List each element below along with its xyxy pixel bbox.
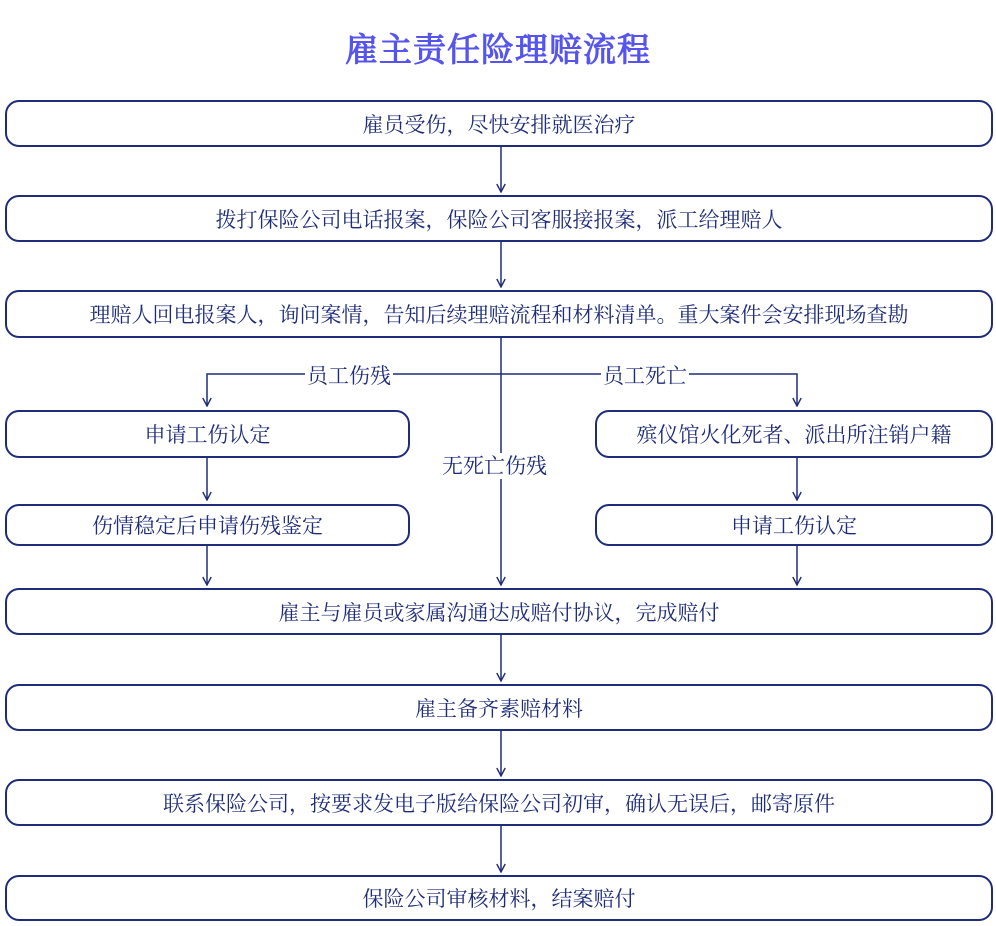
edge-label-death: 员工死亡: [603, 364, 687, 388]
step-compensation-agreement: 雇主与雇员或家属沟通达成赔付协议，完成赔付: [5, 588, 993, 635]
edge-label-no-death-disability: 无死亡伤残: [442, 454, 547, 478]
step-contact-insurer: 联系保险公司，按要求发电子版给保险公司初审，确认无误后，邮寄原件: [5, 779, 993, 826]
step-settlement: 保险公司审核材料，结案赔付: [5, 875, 993, 921]
edge-label-disabled: 员工伤残: [307, 364, 391, 388]
step-report-claim: 拨打保险公司电话报案，保险公司客服接报案，派工给理赔人: [5, 195, 993, 242]
step-employee-injured: 雇员受伤，尽快安排就医治疗: [5, 100, 993, 147]
step-apply-injury-recognition: 申请工伤认定: [5, 410, 410, 458]
step-apply-injury-recognition-death: 申请工伤认定: [595, 504, 993, 546]
step-adjuster-callback: 理赔人回电报案人，询问案情，告知后续理赔流程和材料清单。重大案件会安排现场查勘: [5, 290, 993, 338]
step-apply-disability-appraisal: 伤情稳定后申请伤残鉴定: [5, 504, 410, 546]
page-title: 雇主责任险理赔流程: [345, 30, 651, 69]
step-prepare-materials: 雇主备齐素赔材料: [5, 684, 993, 731]
step-cremation-deregistration: 殡仪馆火化死者、派出所注销户籍: [595, 410, 993, 458]
